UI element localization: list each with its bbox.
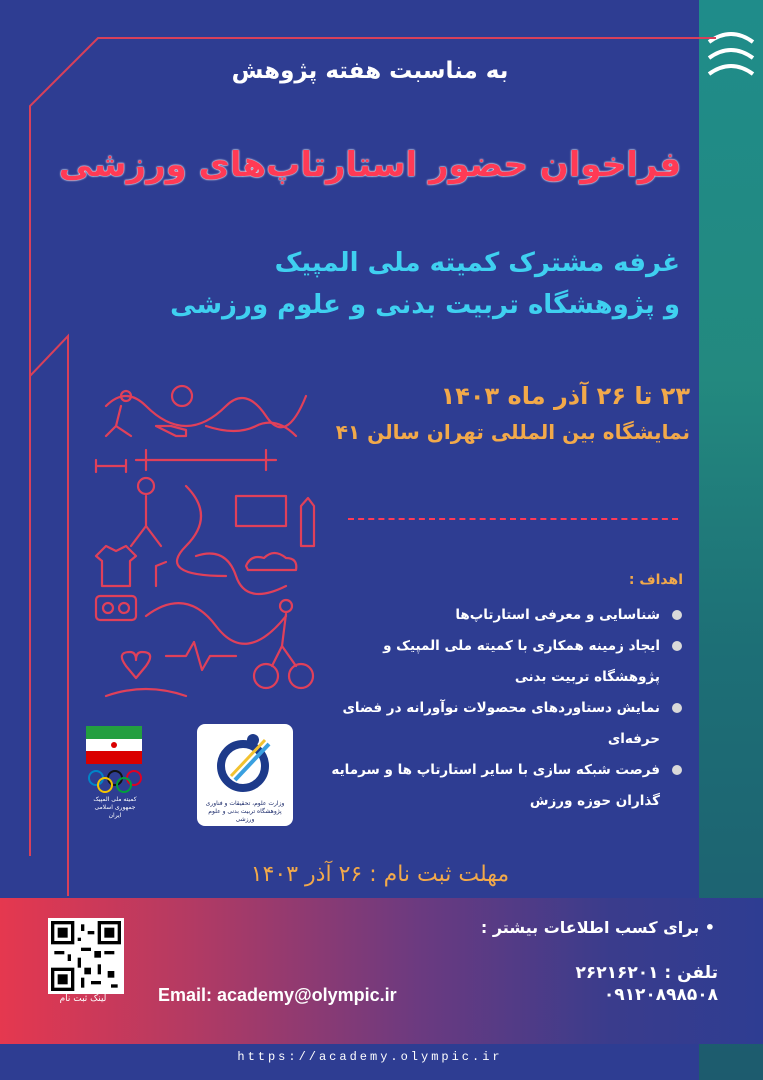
heartbeat-icon <box>166 642 236 670</box>
music-note-icon <box>156 562 166 586</box>
goal-item: ایجاد زمینه همکاری با کمیته ملی المپیک و پژوهشگاه تربیت بدنی <box>330 631 682 693</box>
divider <box>348 518 678 520</box>
goals-list <box>330 600 682 817</box>
goal-item: فرصت شبکه سازی با سایر استارتاپ ها و سرمایه گذاران حوزه ورزش <box>330 755 682 817</box>
event-date: ۲۳ تا ۲۶ آذر ماه ۱۴۰۳ <box>440 382 690 410</box>
chamber-line-2: و پژوهشگاه تربیت بدنی و علوم ورزشی <box>170 290 680 320</box>
qr-caption: لینک ثبت نام <box>59 994 107 1004</box>
sports-icons-illustration <box>86 376 326 706</box>
mobile-number[interactable]: ۰۹۱۲۰۸۹۸۵۰۸ <box>603 985 718 1005</box>
bottle-icon <box>301 498 314 546</box>
chamber-text <box>60 242 680 326</box>
bullet-icon <box>672 610 682 620</box>
weight-lifter-icon <box>138 478 154 494</box>
bullet-icon <box>672 703 682 713</box>
barbell-icon <box>136 450 276 470</box>
shoe-icon <box>156 426 186 436</box>
goal-item: نمایش دستاوردهای محصولات نوآورانه در فضای حرفه‌ای <box>330 693 682 755</box>
bike-wheel-icon <box>254 664 278 688</box>
email-link[interactable]: Email: academy@olympic.ir <box>158 985 397 1005</box>
phone-number[interactable]: تلفن : ۲۶۲۱۶۲۰۱ <box>575 963 718 983</box>
basketball-player-icon <box>280 600 292 612</box>
noc-caption: کمیته ملی المپیک جمهوری اسلامی ایران <box>93 796 137 819</box>
chamber-line-1: غرفه مشترک کمیته ملی المپیک <box>274 248 680 278</box>
poster-subtitle: به مناسبت هفته پژوهش <box>231 58 509 84</box>
bullet-icon <box>672 641 682 651</box>
goals-title: اهداف : <box>628 572 683 588</box>
heart-icon <box>122 652 150 678</box>
cloud-icon <box>246 553 296 570</box>
more-info-label: • برای کسب اطلاعات بیشتر : <box>480 918 715 937</box>
poster-title: فراخوان حضور استارتاپ‌های ورزشی <box>58 145 682 185</box>
olympic-rings-icon <box>84 768 146 796</box>
stopwatch-icon <box>172 386 192 406</box>
trampoline-icon <box>106 689 186 696</box>
ministry-logo-icon <box>213 730 277 794</box>
event-venue: نمایشگاه بین المللی تهران سالن ۴۱ <box>335 420 690 444</box>
phone-block <box>540 962 718 1006</box>
qr-code-icon[interactable] <box>48 918 124 994</box>
ministry-caption: وزارت علوم، تحقیقات و فناوری پژوهشگاه تربیت بدنی و علوم ورزشی <box>205 800 285 823</box>
dumbbell-icon <box>96 460 126 472</box>
goal-item: شناسایی و معرفی استارتاپ‌ها <box>330 600 682 631</box>
bullet-icon <box>672 765 682 775</box>
shirt-icon <box>96 546 136 586</box>
registration-deadline: مهلت ثبت نام : ۲۶ آذر ۱۴۰۳ <box>250 862 510 887</box>
iran-flag-icon <box>86 726 142 764</box>
website-url[interactable]: https://academy.olympic.ir <box>237 1050 503 1064</box>
